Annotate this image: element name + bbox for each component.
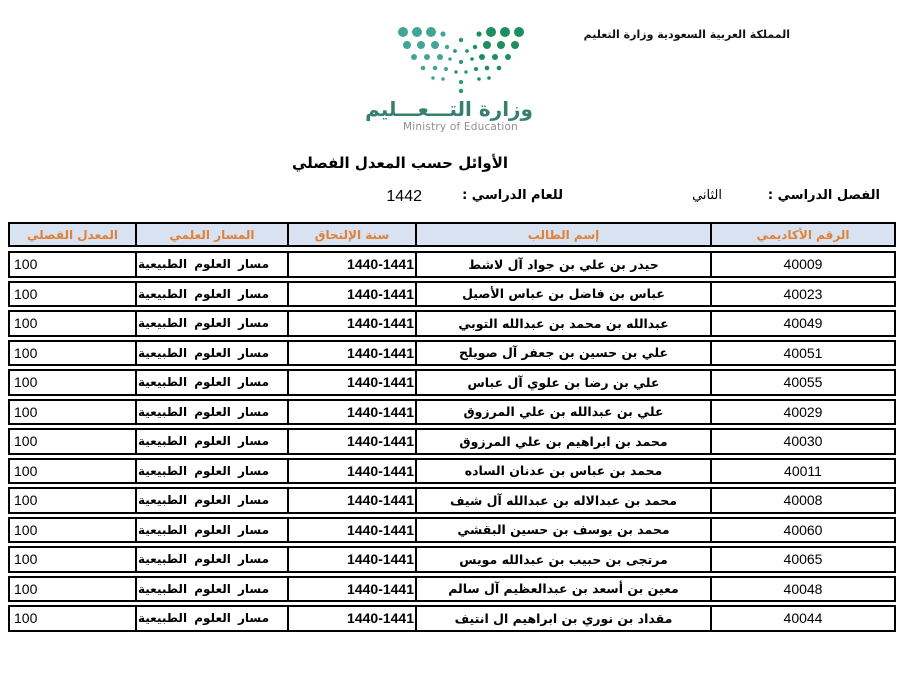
table-header-row: [8, 222, 896, 247]
enrollment-year-value: 1440-1441: [347, 492, 414, 509]
table-body: [8, 251, 896, 632]
track-cell: [135, 489, 287, 512]
table-row: [8, 399, 896, 426]
enrollment-year-cell: [287, 342, 415, 365]
semester-gpa-cell: [10, 312, 135, 335]
semester-gpa-value: 100: [14, 344, 38, 361]
semester-gpa-cell: [10, 548, 135, 571]
column-header-student-name: إسم الطالب: [415, 224, 710, 245]
student-name-cell: محمد بن يوسف بن حسين البقشي: [415, 519, 710, 542]
track-value: مسار العلوم الطبيعية: [138, 257, 270, 272]
enrollment-year-value: 1440-1441: [347, 403, 414, 420]
table-row: [8, 487, 896, 514]
academic-year-label: للعام الدراسي :: [462, 188, 563, 203]
semester-gpa-value: 100: [14, 462, 38, 479]
track-value: مسار العلوم الطبيعية: [138, 552, 270, 567]
semester-gpa-cell: [10, 430, 135, 453]
ministry-logo-wordmark: وزارة التـــعـــليم: [365, 97, 533, 121]
enrollment-year-value: 1440-1441: [347, 551, 414, 568]
semester-gpa-cell: [10, 401, 135, 424]
track-cell: [135, 342, 287, 365]
enrollment-year-cell: [287, 253, 415, 276]
column-header-semester-gpa: المعدل الفصلي: [10, 224, 135, 245]
ministry-logo-dots-icon: [393, 24, 529, 96]
semester-gpa-value: 100: [14, 580, 38, 597]
semester-gpa-value: 100: [14, 521, 38, 538]
enrollment-year-cell: [287, 460, 415, 483]
column-header-enrollment-year: سنة الإلتحاق: [287, 224, 415, 245]
academic-number-cell: 40049: [710, 312, 894, 335]
track-cell: [135, 371, 287, 394]
student-name-cell: محمد بن عباس بن عدنان الساده: [415, 460, 710, 483]
ministry-logo: [365, 24, 533, 133]
semester-gpa-cell: [10, 578, 135, 601]
academic-number-cell: 40055: [710, 371, 894, 394]
academic-number-cell: 40051: [710, 342, 894, 365]
track-value: مسار العلوم الطبيعية: [138, 286, 270, 301]
academic-number-cell: 40009: [710, 253, 894, 276]
academic-number-cell: 40060: [710, 519, 894, 542]
academic-year-value: 1442: [386, 188, 422, 205]
enrollment-year-value: 1440-1441: [347, 521, 414, 538]
academic-number-cell: 40023: [710, 283, 894, 306]
student-name-cell: معين بن أسعد بن عبدالعظيم آل سالم: [415, 578, 710, 601]
track-cell: [135, 401, 287, 424]
column-header-academic-number: الرقم الأكاديمي: [710, 224, 894, 245]
semester-gpa-cell: [10, 283, 135, 306]
student-name-cell: محمد بن عبدالاله بن عبدالله آل شيف: [415, 489, 710, 512]
track-value: مسار العلوم الطبيعية: [138, 611, 270, 626]
enrollment-year-value: 1440-1441: [347, 256, 414, 273]
track-value: مسار العلوم الطبيعية: [138, 522, 270, 537]
semester-gpa-value: 100: [14, 256, 38, 273]
semester-gpa-cell: [10, 607, 135, 630]
track-value: مسار العلوم الطبيعية: [138, 434, 270, 449]
kingdom-header-text: المملكة العربية السعودية وزارة التعليم: [583, 28, 790, 41]
semester-gpa-cell: [10, 489, 135, 512]
table-row: [8, 458, 896, 485]
info-line: [0, 188, 902, 210]
enrollment-year-cell: [287, 283, 415, 306]
enrollment-year-cell: [287, 312, 415, 335]
table-row: [8, 310, 896, 337]
semester-gpa-cell: [10, 460, 135, 483]
academic-number-cell: 40011: [710, 460, 894, 483]
semester-gpa-cell: [10, 519, 135, 542]
track-value: مسار العلوم الطبيعية: [138, 493, 270, 508]
semester-gpa-cell: [10, 253, 135, 276]
academic-number-cell: 40048: [710, 578, 894, 601]
student-name-cell: عبدالله بن محمد بن عبدالله التوبي: [415, 312, 710, 335]
enrollment-year-value: 1440-1441: [347, 374, 414, 391]
track-cell: [135, 312, 287, 335]
track-cell: [135, 519, 287, 542]
semester-gpa-value: 100: [14, 433, 38, 450]
enrollment-year-value: 1440-1441: [347, 580, 414, 597]
column-header-track: المسار العلمي: [135, 224, 287, 245]
enrollment-year-value: 1440-1441: [347, 433, 414, 450]
enrollment-year-value: 1440-1441: [347, 462, 414, 479]
academic-number-cell: 40008: [710, 489, 894, 512]
table-row: [8, 428, 896, 455]
table-row: [8, 340, 896, 367]
enrollment-year-cell: [287, 489, 415, 512]
semester-gpa-value: 100: [14, 492, 38, 509]
enrollment-year-cell: [287, 401, 415, 424]
report-title: الأوائل حسب المعدل الفصلي: [291, 154, 509, 172]
track-cell: [135, 460, 287, 483]
enrollment-year-value: 1440-1441: [347, 315, 414, 332]
track-value: مسار العلوم الطبيعية: [138, 581, 270, 596]
enrollment-year-cell: [287, 371, 415, 394]
table-row: [8, 517, 896, 544]
track-cell: [135, 578, 287, 601]
academic-number-cell: 40044: [710, 607, 894, 630]
enrollment-year-cell: [287, 548, 415, 571]
semester-gpa-value: 100: [14, 285, 38, 302]
academic-number-cell: 40030: [710, 430, 894, 453]
track-cell: [135, 548, 287, 571]
table-row: [8, 281, 896, 308]
semester-gpa-cell: [10, 371, 135, 394]
table-row: [8, 576, 896, 603]
student-name-cell: علي بن عبدالله بن علي المرزوق: [415, 401, 710, 424]
enrollment-year-cell: [287, 578, 415, 601]
semester-gpa-value: 100: [14, 551, 38, 568]
enrollment-year-cell: [287, 519, 415, 542]
semester-label: الفصل الدراسي :: [767, 188, 880, 203]
track-value: مسار العلوم الطبيعية: [138, 463, 270, 478]
student-name-cell: مقداد بن نوري بن ابراهيم ال انتيف: [415, 607, 710, 630]
enrollment-year-value: 1440-1441: [347, 344, 414, 361]
student-name-cell: محمد بن ابراهيم بن علي المرزوق: [415, 430, 710, 453]
table-row: [8, 251, 896, 278]
semester-gpa-value: 100: [14, 403, 38, 420]
enrollment-year-cell: [287, 430, 415, 453]
track-value: مسار العلوم الطبيعية: [138, 345, 270, 360]
student-name-cell: علي بن حسين بن جعفر آل صويلح: [415, 342, 710, 365]
semester-gpa-value: 100: [14, 315, 38, 332]
semester-gpa-cell: [10, 342, 135, 365]
semester-gpa-value: 100: [14, 610, 38, 627]
student-name-cell: علي بن رضا بن علوي آل عباس: [415, 371, 710, 394]
track-value: مسار العلوم الطبيعية: [138, 375, 270, 390]
enrollment-year-value: 1440-1441: [347, 285, 414, 302]
table-row: [8, 369, 896, 396]
ministry-logo-english-caption: Ministry of Education: [403, 121, 518, 133]
table-row: [8, 605, 896, 632]
student-name-cell: حيدر بن علي بن جواد آل لاشط: [415, 253, 710, 276]
track-value: مسار العلوم الطبيعية: [138, 316, 270, 331]
enrollment-year-value: 1440-1441: [347, 610, 414, 627]
student-name-cell: مرتجى بن حبيب بن عبدالله مويس: [415, 548, 710, 571]
top-students-table: [8, 222, 896, 635]
track-cell: [135, 283, 287, 306]
academic-number-cell: 40065: [710, 548, 894, 571]
table-row: [8, 546, 896, 573]
semester-value: الثاني: [692, 188, 722, 203]
student-name-cell: عباس بن فاضل بن عباس الأصيل: [415, 283, 710, 306]
track-cell: [135, 607, 287, 630]
semester-gpa-value: 100: [14, 374, 38, 391]
enrollment-year-cell: [287, 607, 415, 630]
track-cell: [135, 253, 287, 276]
track-cell: [135, 430, 287, 453]
academic-number-cell: 40029: [710, 401, 894, 424]
track-value: مسار العلوم الطبيعية: [138, 404, 270, 419]
